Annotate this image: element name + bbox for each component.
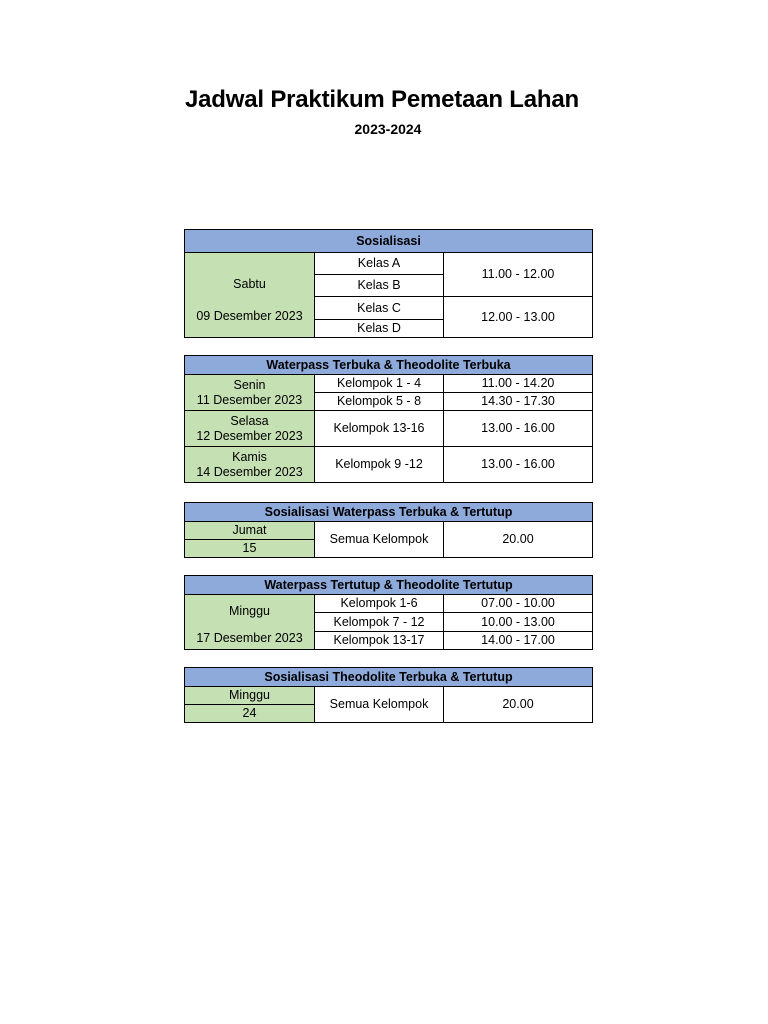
date-label: 11 Desember 2023 [196, 392, 303, 407]
day-label: Sabtu [233, 277, 266, 291]
table-waterpass-theodolite-terbuka [184, 355, 593, 483]
table-heading: Waterpass Tertutup & Theodolite Tertutup [185, 576, 593, 595]
table-cell: Kelas D [315, 320, 444, 338]
date-label: 09 Desember 2023 [196, 309, 303, 323]
page-title: Jadwal Praktikum Pemetaan Lahan [185, 86, 579, 113]
date-label: 15 [185, 540, 315, 558]
table-waterpass-theodolite-tertutup [184, 575, 593, 650]
table-cell: Kelas B [315, 275, 444, 297]
table-cell: Kelas A [315, 253, 444, 275]
day-cell [185, 595, 315, 650]
day-label: Senin [233, 378, 266, 393]
table-cell: Kelompok 5 - 8 [315, 393, 444, 411]
date-label: 14 Desember 2023 [196, 464, 303, 479]
date-label: 24 [185, 705, 315, 723]
table-sosialisasi-waterpass [184, 502, 593, 558]
table-heading: Sosialisasi [185, 230, 593, 253]
day-label: Kamis [232, 450, 267, 465]
table-cell: Semua Kelompok [315, 522, 444, 558]
date-label: 12 Desember 2023 [196, 428, 303, 443]
page-subtitle: 2023-2024 [354, 121, 422, 137]
table-cell: 11.00 - 12.00 [444, 253, 593, 297]
table-heading: Waterpass Terbuka & Theodolite Terbuka [185, 356, 593, 375]
date-label: 17 Desember 2023 [196, 631, 303, 645]
day-cell [185, 375, 315, 411]
day-cell [185, 253, 315, 338]
table-cell: 10.00 - 13.00 [444, 613, 593, 631]
day-label: Selasa [230, 414, 269, 429]
table-cell: Kelompok 7 - 12 [315, 613, 444, 631]
table-cell: 14.30 - 17.30 [444, 393, 593, 411]
day-label: Jumat [185, 522, 315, 540]
table-cell: 20.00 [444, 522, 593, 558]
table-cell: Kelompok 1 - 4 [315, 375, 444, 393]
table-cell: 14.00 - 17.00 [444, 631, 593, 649]
table-cell: Kelompok 9 -12 [315, 447, 444, 483]
table-cell: Semua Kelompok [315, 687, 444, 723]
table-sosialisasi-theodolite [184, 667, 593, 723]
table-cell: Kelompok 13-17 [315, 631, 444, 649]
table-cell: 12.00 - 13.00 [444, 297, 593, 338]
table-cell: Kelompok 1-6 [315, 595, 444, 613]
day-cell [185, 411, 315, 447]
table-cell: 07.00 - 10.00 [444, 595, 593, 613]
day-label: Minggu [229, 604, 270, 618]
table-cell: 13.00 - 16.00 [444, 411, 593, 447]
table-heading: Sosialisasi Waterpass Terbuka & Tertutup [185, 503, 593, 522]
table-cell: Kelas C [315, 297, 444, 320]
table-cell: Kelompok 13-16 [315, 411, 444, 447]
table-cell: 20.00 [444, 687, 593, 723]
day-cell [185, 447, 315, 483]
day-label: Minggu [185, 687, 315, 705]
table-cell: 11.00 - 14.20 [444, 375, 593, 393]
table-cell: 13.00 - 16.00 [444, 447, 593, 483]
table-sosialisasi [184, 229, 593, 338]
table-heading: Sosialisasi Theodolite Terbuka & Tertutup [185, 668, 593, 687]
